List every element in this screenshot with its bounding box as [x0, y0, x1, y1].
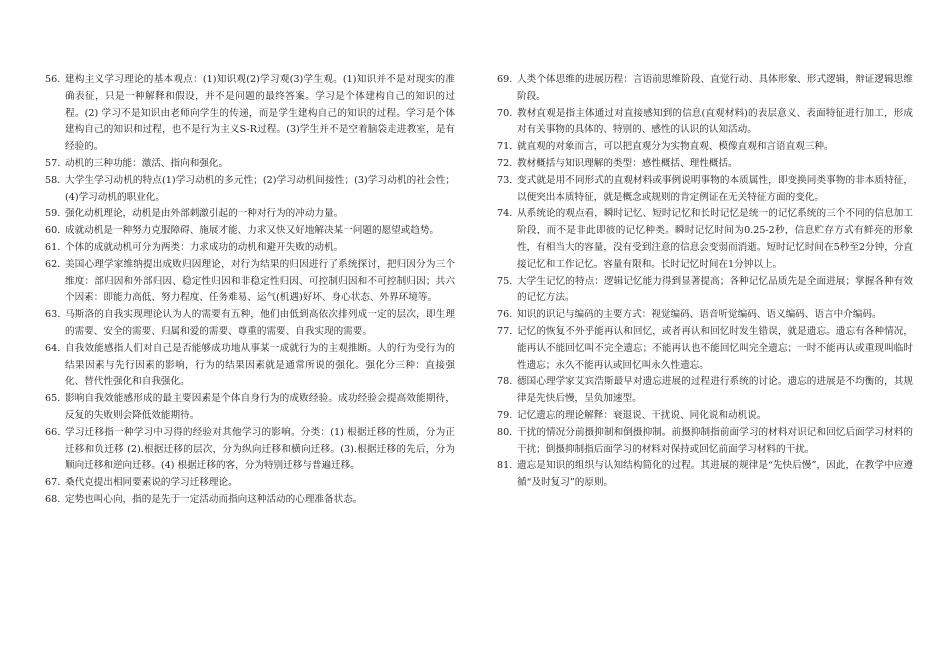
list-item [497, 274, 913, 308]
item-number: 72. [497, 157, 513, 169]
list-item [497, 374, 913, 408]
item-number: 58. [45, 174, 61, 186]
list-item [497, 106, 913, 140]
item-text: 学习迁移指一种学习中习得的经验对其他学习的影响。分类：(1) 根据迁移的性质，分为正迁移和负迁移 (2).根据迁移的层次，分为纵向迁移和横向迁移。(3).根据迁移的先后，分为顺向迁移和逆向迁移。(4) 根据迁移的客，分为特别迁移与普遍迁移。 [65, 426, 455, 472]
item-text: 动机的三种功能：激活、指向和强化。 [65, 157, 229, 169]
item-number: 78. [497, 376, 513, 388]
item-number: 71. [497, 141, 513, 153]
item-number: 67. [45, 477, 61, 489]
item-number: 65. [45, 393, 61, 405]
list-item [45, 206, 455, 223]
item-text: 成就动机是一种努力克服障碍、施展才能、力求又快又好地解决某一问题的愿望或趋势。 [65, 225, 440, 237]
item-text: 建构主义学习理论的基本观点：(1)知识观(2)学习观(3)学生观。(1)知识并不是对现实的准确表征，只是一种解释和假设，并不是问题的最终答案。学习是个体建构自己的知识的过程。(2) 学习不是知识由老师向学生的传递，而是学生建构自己的知识的过程。学习是个体建构自己的知识和过程，也不是行为主义S-R过程。(3)学生并不是空着脑袋走进教室，是有经验的。 [65, 74, 455, 153]
item-text: 从系统论的观点看，瞬时记忆、短时记忆和长时记忆是统一的记忆系统的三个不同的信息加工阶段，而不是非此即彼的记忆种类。瞬时记忆时间为0.25-2秒，信息贮存方式有鲜亮的形象性，有相当大的容量，没有受到注意的信息会变弱而消逝。短时记忆时间在5秒至2分钟，分直接记忆和工作记忆。容量有限和。长时记忆时间在1分钟以上。 [517, 208, 913, 270]
list-item [45, 492, 455, 509]
right-column [497, 72, 913, 492]
item-number: 77. [497, 325, 513, 337]
item-number: 69. [497, 74, 513, 85]
item-text: 教材概括与知识理解的类型：感性概括、理性概括。 [517, 157, 738, 169]
list-item [45, 156, 455, 173]
list-item [497, 307, 913, 324]
list-item [45, 223, 455, 240]
list-item [45, 72, 455, 156]
item-text: 大学生记忆的特点：逻辑记忆能力得到显著提高；各种记忆品质先是全面进展；掌握各种有效的记忆方法。 [517, 275, 913, 304]
list-item [45, 307, 455, 341]
item-text: 美国心理学家维纳提出成败归因理论，对行为结果的归因进行了系统探讨，把归因分为三个维度：部归因和外部归因、稳定性归因和非稳定性归因、可控制归因和不可控制归因；共六个因素：即能力高低、努力程度、任务难易、运气(机遇)好坏、身心状态、外界环境等。 [65, 258, 455, 304]
item-text: 人类个体思维的进展历程：言语前思维阶段、直觉行动、具体形象、形式逻辑，辩证逻辑思维阶段。 [517, 74, 913, 102]
item-number: 56. [45, 74, 61, 85]
item-number: 62. [45, 258, 61, 270]
list-item [497, 206, 913, 273]
item-number: 60. [45, 225, 61, 237]
list-item [497, 324, 913, 374]
item-text: 定势也叫心向，指的是先于一定活动而指向这种活动的心理准备状态。 [65, 493, 363, 505]
list-item [45, 475, 455, 492]
item-text: 影响自我效能感形成的最主要因素是个体自身行为的成败经验。成功经验会提高效能期待，反复的失败则会降低效能期待。 [65, 393, 455, 421]
item-number: 57. [45, 157, 61, 169]
list-item [45, 391, 455, 425]
list-item [45, 425, 455, 475]
list-item [45, 341, 455, 391]
item-number: 75. [497, 275, 513, 287]
item-number: 76. [497, 309, 513, 321]
left-column [45, 72, 455, 509]
list-item [497, 408, 913, 425]
item-text: 自我效能感指人们对自己是否能够成功地从事某一成就行为的主观推断。人的行为受行为的结果因素与先行因素的影响，行为的结果因素就是通常所说的强化。强化分三种：直接强化、替代性强化和自我强化。 [65, 342, 455, 388]
item-number: 74. [497, 208, 513, 220]
list-item [497, 425, 913, 459]
item-text: 马斯洛的自我实现理论认为人的需要有五种，他们由低到高依次排列成一定的层次，即生理的需要、安全的需要、归属和爱的需要、尊重的需要、自我实现的需要。 [65, 309, 455, 337]
list-item [497, 139, 913, 156]
item-number: 73. [497, 174, 513, 186]
item-number: 63. [45, 309, 61, 321]
item-text: 变式就是用不同形式的直观材料或事例说明事物的本质属性，即变换同类事物的非本质特征，以便突出本质特征，就是概念或规则的肯定例证在无关特征方面的变化。 [517, 174, 913, 203]
item-text: 知识的识记与编码的主要方式：视觉编码、语音听觉编码、语义编码、语言中介编码。 [517, 309, 882, 321]
item-text: 个体的成就动机可分为两类：力求成功的动机和避开失败的动机。 [65, 241, 344, 253]
item-number: 70. [497, 107, 513, 119]
item-text: 教材直观是指主体通过对直接感知到的信息(直观材料)的表层意义、表面特征进行加工，形成对有关事物的具体的、特别的、感性的认识的认知活动。 [517, 107, 913, 136]
item-number: 66. [45, 426, 61, 438]
item-text: 遗忘是知识的组织与认知结构简化的过程。其进展的规律是“先快后慢”，因此，在教学中应遵循“及时复习”的原则。 [517, 460, 913, 489]
item-text: 大学生学习动机的特点(1)学习动机的多元性；(2)学习动机间接性；(3)学习动机的社会性；(4)学习动机的职业化。 [65, 174, 455, 203]
item-text: 桑代克提出相同要素说的学习迁移理论。 [65, 477, 238, 489]
item-text: 德国心理学家艾宾浩斯最早对遗忘进展的过程进行系统的讨论。遗忘的进展是不均衡的，其规律是先快后慢，呈负加速型。 [517, 376, 913, 405]
item-number: 64. [45, 342, 61, 354]
list-item [45, 173, 455, 207]
item-number: 81. [497, 460, 513, 472]
item-number: 68. [45, 493, 61, 505]
item-number: 79. [497, 409, 513, 421]
list-item [45, 240, 455, 257]
item-number: 61. [45, 241, 61, 253]
list-item [497, 458, 913, 492]
item-text: 就直观的对象而言，可以把直观分为实物直观、模像直观和言语直观三种。 [517, 141, 834, 153]
list-item [497, 72, 913, 106]
list-item [497, 173, 913, 207]
list-item [45, 257, 455, 307]
item-text: 干扰的情况分前摄抑制和倒摄抑制。前摄抑制指前面学习的材料对识记和回忆后面学习材料的干扰；倒摄抑制指后面学习的材料对保持或回忆前面学习材料的干扰。 [517, 426, 913, 455]
item-text: 记忆的恢复不外乎能再认和回忆，或者再认和回忆时发生错误，就是遗忘。遗忘有各种情况，能再认不能回忆叫不完全遗忘；不能再认也不能回忆叫完全遗忘；一时不能再认或重现叫临时性遗忘；永久不能再认或回忆叫永久性遗忘。 [517, 325, 913, 371]
item-text: 强化动机理论，动机是由外部刺激引起的一种对行为的冲动力量。 [65, 208, 344, 220]
list-item [497, 156, 913, 173]
item-number: 80. [497, 426, 513, 438]
item-number: 59. [45, 208, 61, 220]
item-text: 记忆遗忘的理论解释：衰退说、干扰说、同化说和动机说。 [517, 409, 767, 421]
